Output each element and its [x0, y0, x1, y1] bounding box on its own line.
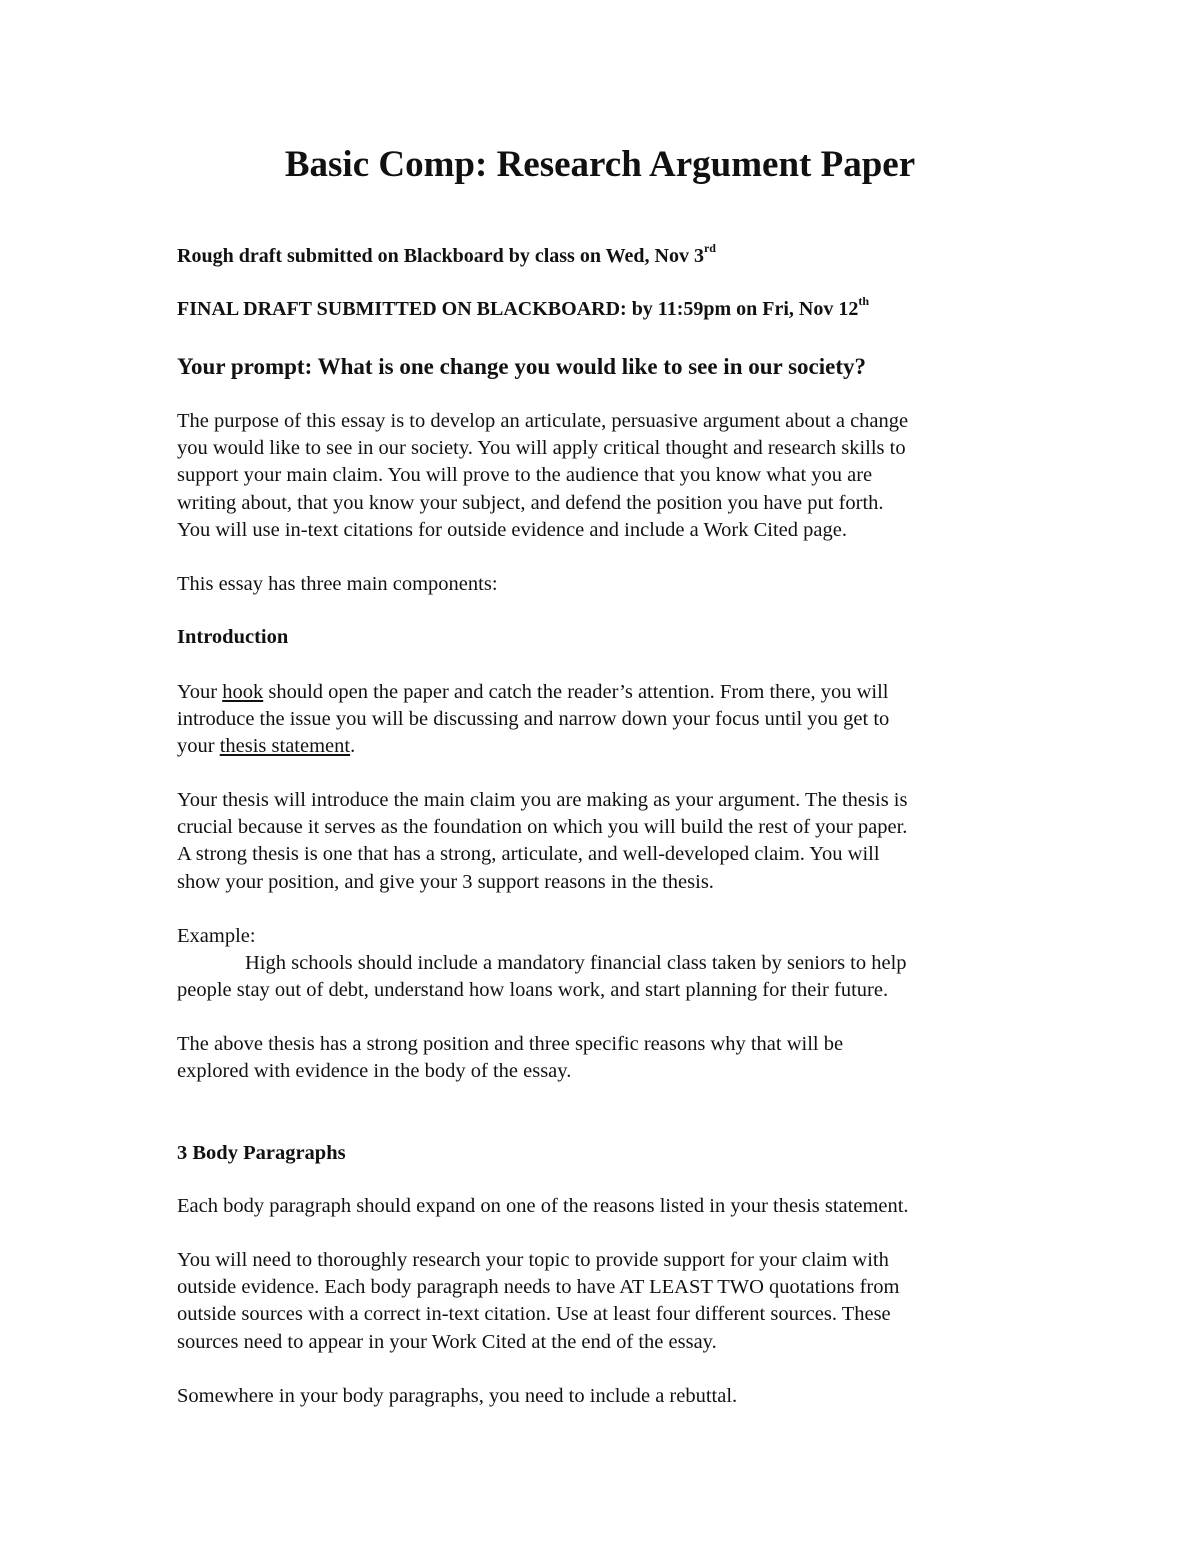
research-line: You will need to thoroughly research your topic to provide support for your claim with: [177, 1249, 889, 1271]
research-line: outside evidence. Each body paragraph needs to have AT LEAST TWO quotations from: [177, 1276, 900, 1299]
research-paragraph: [177, 1247, 1037, 1356]
hook-line: [177, 733, 1037, 760]
above-line: explored with evidence in the body of the essay.: [177, 1060, 572, 1083]
hook-text: should open the paper and catch the reader’s attention. From there, you will: [263, 681, 889, 703]
hook-line: [177, 679, 1037, 706]
hook-text: .: [350, 735, 356, 758]
purpose-line: writing about, that you know your subject, and defend the position you have put forth.: [177, 491, 884, 514]
final-draft-ordinal: th: [858, 294, 870, 309]
hook-term: hook: [222, 681, 264, 703]
final-draft-text: FINAL DRAFT SUBMITTED ON BLACKBOARD: by 11:59pm on Fri, Nov 12: [177, 298, 859, 320]
purpose-line: You will use in-text citations for outside evidence and include a Work Cited page.: [177, 518, 847, 541]
purpose-line: support your main claim. You will prove to the audience that you know what you are: [177, 464, 873, 487]
thesis-statement-term: thesis statement: [219, 735, 351, 758]
purpose-line: you would like to see in our society. You will apply critical thought and research skills to: [177, 437, 906, 460]
rough-draft-deadline: [177, 243, 1037, 269]
components-intro: This essay has three main components:: [177, 573, 498, 595]
research-line: sources need to appear in your Work Cited at the end of the essay.: [177, 1330, 717, 1353]
above-thesis-paragraph: [177, 1031, 1037, 1085]
thesis-line: crucial because it serves as the foundation on which you will build the rest of your paper.: [177, 816, 908, 839]
document-title: Basic Comp: Research Argument Paper: [284, 144, 916, 185]
hook-paragraph: [177, 679, 1037, 761]
above-line: The above thesis has a strong position and three specific reasons why that will be: [177, 1033, 844, 1055]
example-label: Example:: [177, 925, 256, 947]
thesis-line: Your thesis will introduce the main claim you are making as your argument. The thesis is: [177, 789, 908, 811]
body-paragraphs-heading: 3 Body Paragraphs: [177, 1142, 346, 1164]
final-draft-deadline: [177, 296, 1037, 322]
rebuttal-paragraph: Somewhere in your body paragraphs, you need to include a rebuttal.: [177, 1385, 738, 1407]
example-line: [177, 950, 1037, 977]
example-block: [177, 923, 1037, 1005]
essay-prompt: Your prompt: What is one change you would like to see in our society?: [177, 354, 866, 379]
rough-draft-ordinal: rd: [703, 241, 716, 256]
expand-paragraph: Each body paragraph should expand on one of the reasons listed in your thesis statement.: [177, 1195, 909, 1217]
hook-text: your: [177, 735, 220, 758]
research-line: outside sources with a correct in-text citation. Use at least four different sources. These: [177, 1303, 891, 1326]
example-line: people stay out of debt, understand how loans work, and start planning for their future.: [177, 979, 889, 1002]
thesis-paragraph: [177, 787, 1037, 896]
hook-line: introduce the issue you will be discussing and narrow down your focus until you get to: [177, 708, 890, 731]
introduction-heading: Introduction: [177, 626, 289, 648]
hook-text: Your: [177, 681, 223, 703]
thesis-line: show your position, and give your 3 support reasons in the thesis.: [177, 870, 714, 893]
rough-draft-text: Rough draft submitted on Blackboard by class on Wed, Nov 3: [177, 245, 704, 267]
thesis-line: A strong thesis is one that has a strong, articulate, and well-developed claim. You will: [177, 843, 880, 866]
purpose-paragraph: [177, 408, 1037, 544]
purpose-line: The purpose of this essay is to develop an articulate, persuasive argument about a change: [177, 410, 909, 432]
example-text: High schools should include a mandatory financial class taken by seniors to help: [245, 952, 907, 975]
